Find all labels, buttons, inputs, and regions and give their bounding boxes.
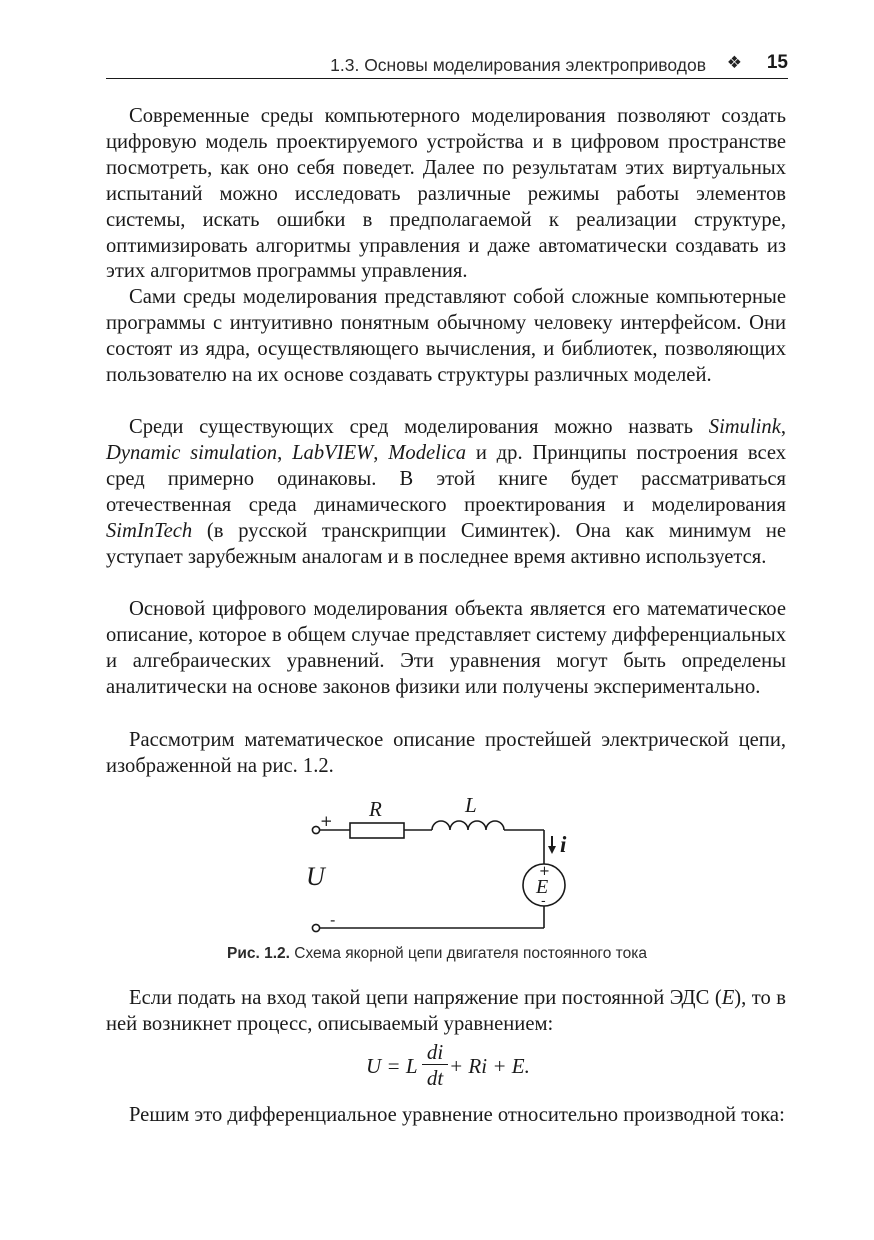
- paragraph-3-text-1: Среди существующих сред моделирования можно назвать: [129, 416, 709, 438]
- minus-sign-bottom: -: [330, 911, 336, 929]
- emf-label: E: [536, 876, 549, 898]
- inductor-label: L: [465, 793, 477, 817]
- page-number: 15: [766, 52, 788, 73]
- equation-lhs: U = L: [366, 1054, 418, 1078]
- inductor-symbol: [432, 821, 504, 830]
- comma-3: ,: [373, 441, 389, 464]
- derivative-fraction: [422, 1040, 448, 1091]
- paragraph-4: Основой цифрового моделирования объекта является его математическое описание, которое в общем случае представляет систему дифференциальных и алгебраических уравнений. Эти уравнения могут быть определены аналитически на основе законов физики или получены экспериментально.: [106, 598, 786, 698]
- emf-symbol: E: [721, 987, 735, 1009]
- paragraph-3-text-3: (в русской транскрипции Симинтек). Она как минимум не уступает зарубежным аналогам и в последнее время активно используется.: [106, 519, 786, 568]
- page-header: [106, 46, 788, 79]
- circuit-diagram: [290, 788, 590, 938]
- paragraph-6-text-2: ), то в ней возникнет процесс, описываемый уравнением:: [106, 987, 786, 1035]
- emf-plus-sign: +: [539, 864, 550, 879]
- comma-1: ,: [780, 416, 786, 438]
- ornament-icon: ❖: [726, 53, 742, 73]
- figure-caption-text: Схема якорной цепи двигателя постоянного тока: [289, 945, 647, 962]
- plus-sign-top: +: [320, 812, 333, 830]
- running-title: 1.3. Основы моделирования электроприводов: [330, 55, 706, 75]
- emf-minus-sign: -: [541, 894, 546, 909]
- term-labview: LabVIEW: [292, 441, 374, 464]
- paragraph-3-text-2: и др. Принципы построения всех сред примерно одинаковы. В этой книге будет рассматриваться отечественная среда динамического проектирования и моделирования: [106, 441, 787, 516]
- paragraph-6-text-1: Если подать на вход такой цепи напряжение при постоянной ЭДС (: [129, 987, 722, 1009]
- fraction-numerator: di: [426, 1040, 444, 1064]
- figure-caption-label: Рис. 1.2.: [227, 945, 290, 962]
- paragraph-2: Сами среды моделирования представляют собой сложные компьютерные программы с интуитивно понятным обычному человеку интерфейсом. Они состоят из ядра, осуществляющего вычисления, и библиотек, позволяющих пользователю на их основе создавать структуры различных моделей.: [106, 286, 786, 386]
- input-terminal-top: [312, 826, 319, 833]
- voltage-label: U: [306, 862, 325, 891]
- paragraph-5: Рассмотрим математическое описание простейшей электрической цепи, изображенной на рис. 1.2.: [106, 729, 786, 777]
- term-simulink: Simulink: [708, 416, 781, 438]
- paragraph-1: Современные среды компьютерного моделирования позволяют создать цифровую модель проектируемого устройства и в цифровом пространстве посмотреть, как оно себя поведет. Далее по результатам этих виртуальных испытаний можно исследовать различные режимы работы элементов системы, искать ошибки в предполагаемой к реализации структуре, оптимизировать алгоритмы управления и даже автоматически создавать из этих алгоритмов программы управления.: [106, 105, 786, 283]
- comma-2: ,: [277, 441, 293, 464]
- term-dynamic-simulation: Dynamic simulation: [106, 441, 278, 464]
- fraction-denominator: dt: [426, 1066, 444, 1090]
- input-terminal-bottom: [312, 924, 319, 931]
- current-label: i: [560, 832, 567, 857]
- resistor-label: R: [369, 797, 382, 821]
- equation-rhs: + Ri + E.: [449, 1054, 530, 1078]
- paragraph-6: [106, 986, 786, 1038]
- resistor-symbol: [350, 823, 404, 838]
- paragraph-3: [106, 415, 786, 570]
- term-simintech: SimInTech: [106, 519, 193, 542]
- equation: [360, 1040, 560, 1100]
- current-arrow-head: [548, 846, 556, 854]
- paragraph-7: Решим это дифференциальное уравнение относительно производной тока:: [129, 1104, 785, 1126]
- figure-caption: [0, 945, 874, 963]
- term-modelica: Modelica: [388, 441, 467, 464]
